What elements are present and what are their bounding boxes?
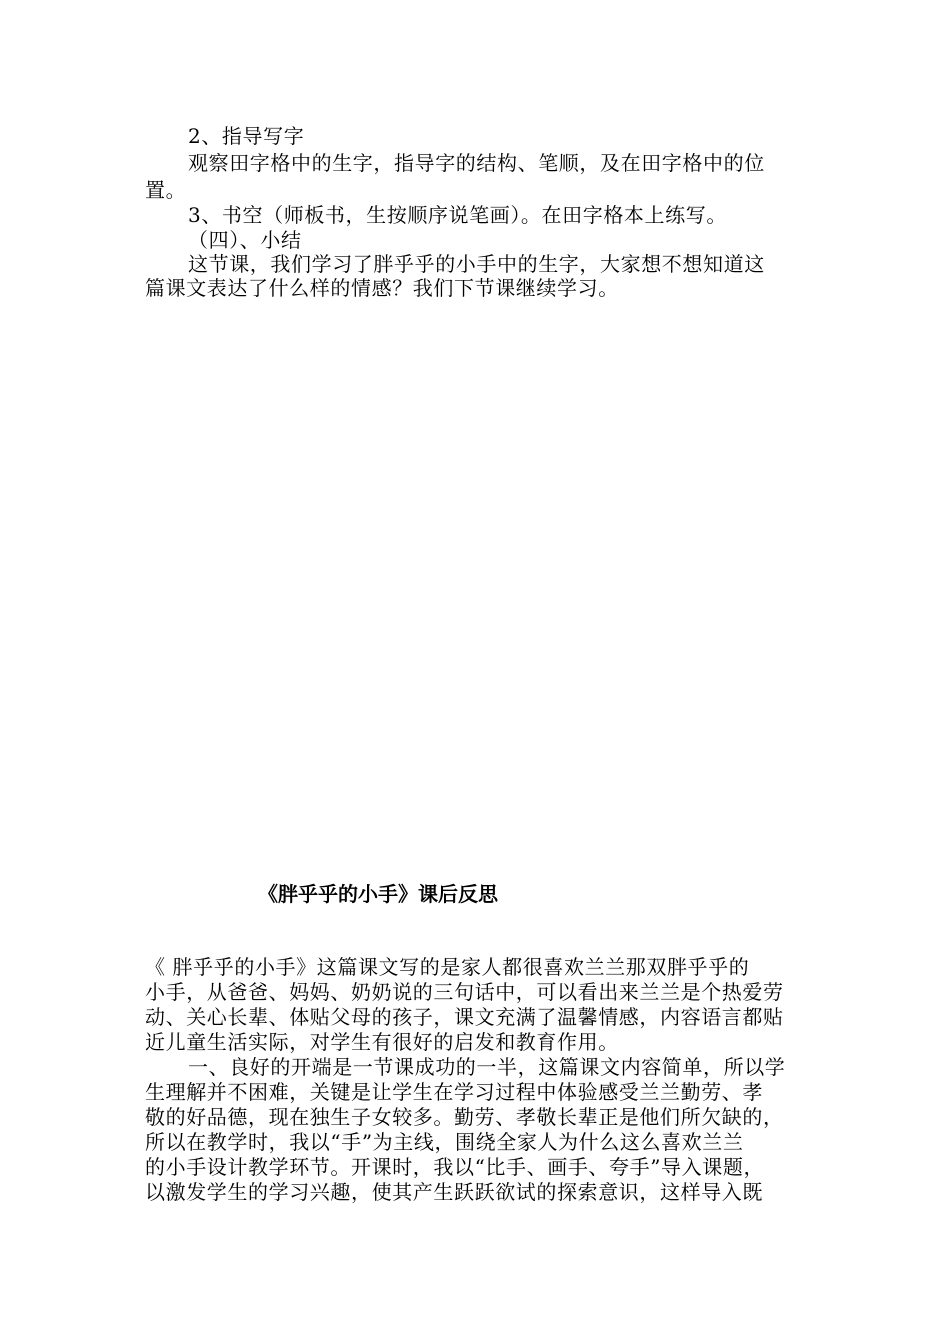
text-line: 近儿童生活实际，对学生有很好的启发和教育作用。 (145, 1030, 619, 1054)
text-line: 小手，从爸爸、妈妈、奶奶说的三句话中，可以看出来兰兰是个热爱劳 (145, 980, 784, 1004)
text-line: 《 胖乎乎的小手》这篇课文写的是家人都很喜欢兰兰那双胖乎乎的 (145, 955, 750, 979)
text-line: 所以在教学时，我以“手”为主线，围绕全家人为什么这么喜欢兰兰 (145, 1130, 744, 1154)
text-line: 一、良好的开端是一节课成功的一半，这篇课文内容简单，所以学 (188, 1055, 786, 1079)
text-line: 篇课文表达了什么样的情感？我们下节课继续学习。 (145, 276, 619, 300)
text-line: 动、关心长辈、体贴父母的孩子，课文充满了温馨情感，内容语言都贴 (145, 1005, 784, 1029)
text-line: 观察田字格中的生字，指导字的结构、笔顺，及在田字格中的位 (188, 151, 765, 175)
text-line: 的小手设计教学环节。开课时，我以“比手、画手、夸手”导入课题， (145, 1155, 765, 1179)
text-line: 以激发学生的学习兴趣，使其产生跃跃欲试的探索意识，这样导入既 (145, 1180, 763, 1204)
text-line: 2、指导写字 (188, 124, 305, 148)
text-line: 置。 (145, 178, 187, 202)
text-line: 这节课，我们学习了胖乎乎的小手中的生字，大家想不想知道这 (188, 252, 765, 276)
text-line: 3、书空（师板书，生按顺序说笔画）。在田字格本上练写。 (188, 203, 727, 227)
text-line: 敬的好品德，现在独生子女较多。勤劳、孝敬长辈正是他们所欠缺的， (145, 1105, 784, 1129)
reflection-title: 《胖乎乎的小手》课后反思 (258, 882, 498, 906)
text-line: 生理解并不困难，关键是让学生在学习过程中体验感受兰兰勤劳、孝 (145, 1080, 763, 1104)
text-line: （四）、小结 (188, 228, 302, 252)
